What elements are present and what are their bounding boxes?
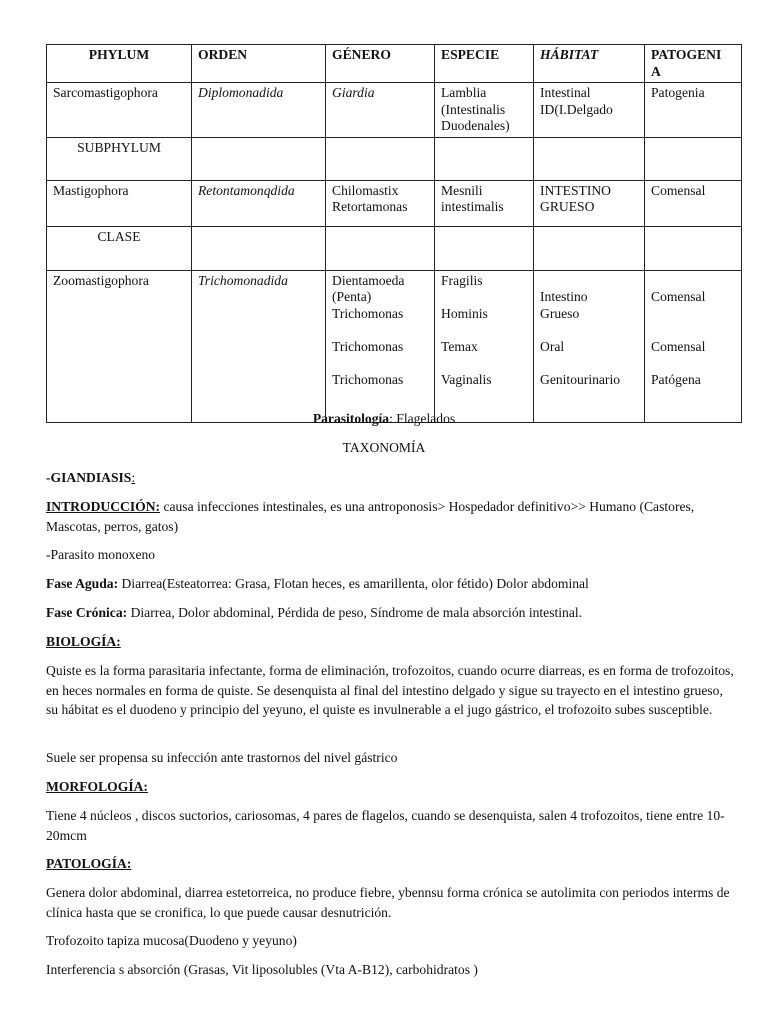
especie-line: intestimalis: [441, 199, 504, 214]
giardiasis-heading: [46, 468, 736, 488]
cell-empty: [435, 137, 534, 180]
genero-line: Trichomonas: [332, 305, 404, 321]
taxonomy-table: [46, 44, 742, 423]
morfologia-heading: [46, 777, 736, 797]
intro-label: INTRODUCCIÓN:: [46, 499, 161, 514]
cell-phylum: Sarcomastigophora: [47, 83, 192, 138]
caption-rest: : Flagelados: [389, 411, 456, 426]
habitat-line: Genitourinario: [540, 371, 621, 387]
biologia-heading: [46, 632, 736, 652]
habitat-line: ID(I.Delgado: [540, 101, 613, 117]
habitat-line: INTESTINO: [540, 182, 611, 198]
fase-cronica-text: Diarrea, Dolor abdominal, Pérdida de peso, Síndrome de mala absorción intestinal.: [127, 605, 583, 620]
cell-patogenia: [645, 270, 742, 422]
patologia-paragraph-2: Trofozoito tapiza mucosa(Duodeno y yeyuno): [46, 933, 297, 948]
table-row-clase: [47, 226, 742, 270]
intro-paragraph: [46, 497, 736, 536]
genero-line: Dientamoeda: [332, 272, 405, 288]
genero-line: (Penta): [332, 289, 372, 304]
table-row-subphylum: [47, 137, 742, 180]
cell-patogenia: Patogenia: [645, 83, 742, 138]
especie-line: Mesnili: [441, 182, 483, 198]
morfologia-paragraph: Tiene 4 núcleos , discos suctorios, cariosomas, 4 pares de flagelos, cuando se desenquista, salen 4 trofozoitos, tiene entre 10-20mcm: [46, 808, 725, 843]
cell-habitat: [534, 270, 645, 422]
cell-subphylum: SUBPHYLUM: [47, 137, 192, 180]
giardiasis-label: -GIANDIASIS: [46, 470, 132, 485]
fase-aguda-label: Fase Aguda:: [46, 576, 119, 591]
cell-especie: [435, 180, 534, 226]
cell-empty: [326, 137, 435, 180]
biologia-heading-text: BIOLOGÍA:: [46, 634, 121, 649]
genero-line: Trichomonas: [332, 338, 404, 354]
biologia-paragraph-1: Quiste es la forma parasitaria infectante, forma de eliminación, trofozoitos, cuando ocurre diarreas, es en forma de trofozoitos, en heces normales en forma de quiste. Se desenquista al final del intestino delgado y sigue su trayecto en el intestino grueso, su hábitat es el duodeno y principio del yeyuno, el quiste es invulnerable a el jugo gástrico, el trofozoito subes susceptible.: [46, 663, 734, 717]
table-row: [47, 270, 742, 422]
fase-aguda-text: Diarrea(Esteatorrea: Grasa, Flotan heces, es amarillenta, olor fétido) Dolor abdominal: [118, 576, 589, 591]
especie-line: (Intestinalis: [441, 101, 506, 117]
patologia-paragraph-1: Genera dolor abdominal, diarrea estetorreica, no produce fiebre, ybennsu forma crónica se autolimita con periodos interms de clínica hasta que se cronifica, lo que puede causar desnutrición.: [46, 885, 730, 920]
patogenia-line: Patógena: [651, 371, 701, 387]
table-row: [47, 180, 742, 226]
habitat-line: Oral: [540, 338, 565, 354]
cell-empty: [435, 226, 534, 270]
habitat-line: Grueso: [540, 305, 580, 321]
cell-especie: [435, 270, 534, 422]
especie-line: Vaginalis: [441, 371, 492, 387]
cell-empty: [192, 226, 326, 270]
especie-line: Temax: [441, 338, 478, 354]
biologia-paragraph-2: Suele ser propensa su infección ante trastornos del nivel gástrico: [46, 750, 398, 765]
header-phylum: PHYLUM: [47, 45, 192, 83]
cell-habitat: [534, 180, 645, 226]
header-habitat: HÁBITAT: [534, 45, 645, 83]
header-especie: ESPECIE: [435, 45, 534, 83]
genero-line: Retortamonas: [332, 199, 408, 214]
header-patogenia-line1: PATOGENI: [651, 47, 722, 62]
cell-genero: [326, 180, 435, 226]
giardiasis-colon: :: [131, 470, 136, 485]
patologia-paragraph-3: Interferencia s absorción (Grasas, Vit liposolubles (Vta A-B12), carbohidratos ): [46, 962, 478, 977]
cell-orden: Diplomonadida: [192, 83, 326, 138]
cell-genero: Giardia: [326, 83, 435, 138]
patogenia-line: Comensal: [651, 289, 706, 304]
cell-empty: [645, 137, 742, 180]
header-patogenia-line2: A: [651, 63, 661, 79]
table-header-row: [47, 45, 742, 83]
cell-empty: [645, 226, 742, 270]
genero-line: Chilomastix: [332, 182, 399, 198]
patogenia-line: Comensal: [651, 338, 706, 354]
caption-bold: Parasitología: [312, 411, 390, 426]
fase-cronica-paragraph: [46, 603, 736, 623]
especie-line: Lamblia: [441, 85, 487, 100]
especie-line: Fragilis: [441, 272, 483, 288]
cell-habitat: [534, 83, 645, 138]
intro-text: causa infecciones intestinales, es una antroponosis> Hospedador definitivo>> Humano (Castores, Mascotas, perros, gatos): [46, 499, 695, 534]
cell-empty: [326, 226, 435, 270]
header-genero: GÉNERO: [326, 45, 435, 83]
habitat-line: Intestino: [540, 289, 588, 304]
genero-line: Trichomonas: [332, 371, 404, 387]
header-orden: ORDEN: [192, 45, 326, 83]
cell-phylum: Zoomastigophora: [47, 270, 192, 422]
especie-line: Hominis: [441, 305, 488, 321]
cell-empty: [192, 137, 326, 180]
cell-clase: CLASE: [47, 226, 192, 270]
cell-orden: Retontamonqdida: [192, 180, 326, 226]
table-caption: [0, 411, 768, 427]
habitat-line: GRUESO: [540, 199, 595, 214]
morfologia-heading-text: MORFOLOGÍA:: [46, 779, 148, 794]
fase-aguda-paragraph: [46, 574, 736, 594]
cell-genero: [326, 270, 435, 422]
cell-patogenia: Comensal: [645, 180, 742, 226]
monoxeno-line: -Parasito monoxeno: [46, 547, 156, 562]
cell-especie: [435, 83, 534, 138]
cell-phylum: Mastigophora: [47, 180, 192, 226]
habitat-line: Intestinal: [540, 85, 591, 100]
table-row: [47, 83, 742, 138]
taxonomia-heading: TAXONOMÍA: [342, 440, 426, 455]
fase-cronica-label: Fase Crónica:: [46, 605, 128, 620]
header-patogenia: [645, 45, 742, 83]
cell-empty: [534, 226, 645, 270]
patologia-heading-text: PATOLOGÍA:: [46, 856, 132, 871]
especie-line: Duodenales): [441, 118, 510, 133]
cell-orden: Trichomonadida: [192, 270, 326, 422]
patologia-heading: [46, 854, 736, 874]
cell-empty: [534, 137, 645, 180]
